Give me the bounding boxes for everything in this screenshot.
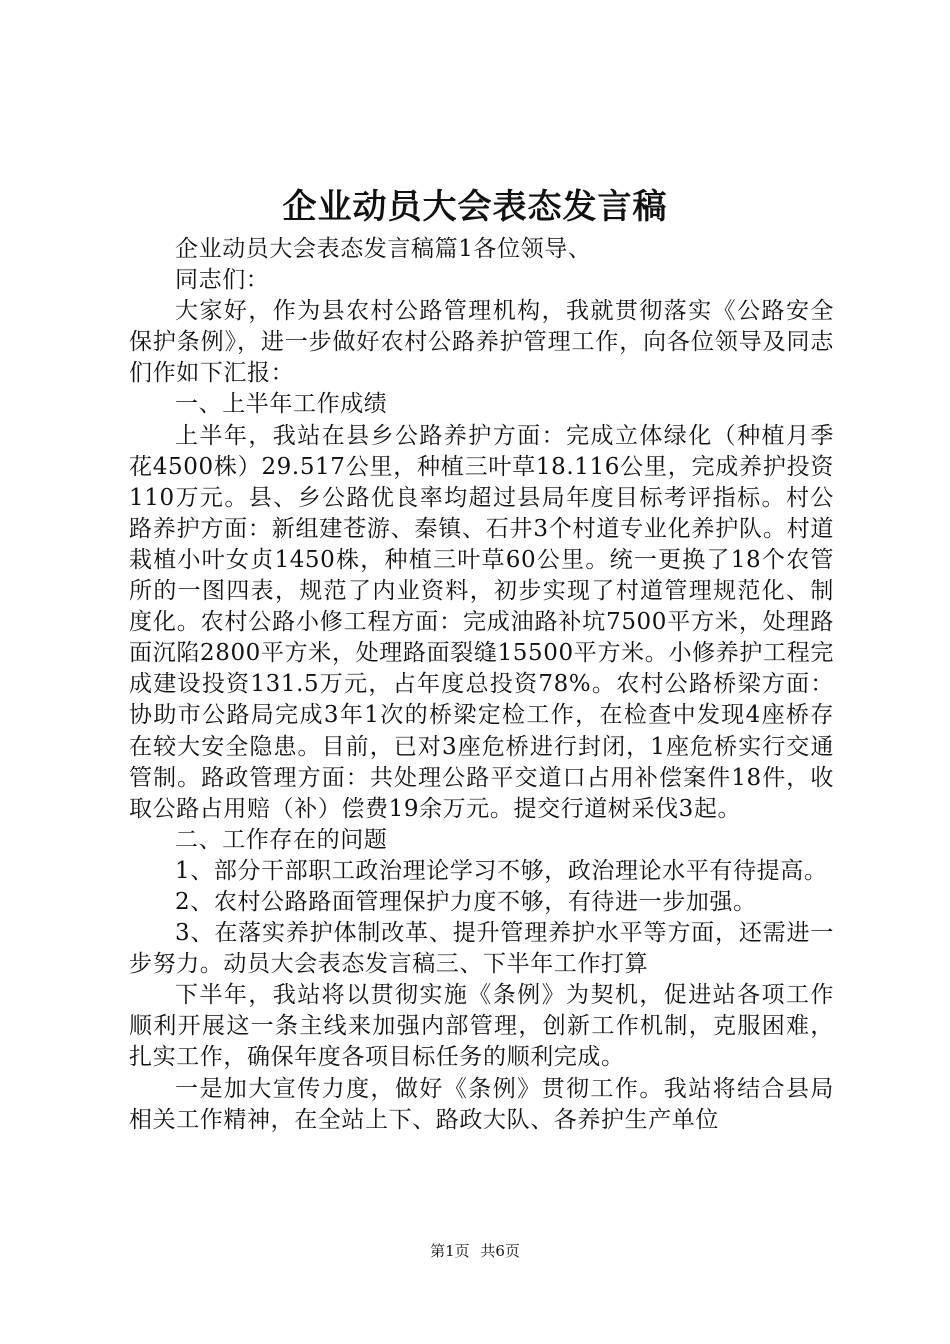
section-heading: 一、上半年工作成绩 bbox=[175, 391, 388, 418]
document-title: 企业动员大会表态发言稿 bbox=[282, 187, 668, 227]
paragraph: 1、部分干部职工政治理论学习不够，政治理论水平有待提高。 bbox=[175, 857, 828, 884]
page-footer bbox=[0, 1241, 950, 1261]
paragraph: 3、在落实养护体制改革、提升管理养护水平等方面，还需进一步努力。动员大会表态发言稿三、下半年工作打算 bbox=[129, 920, 834, 978]
document-body bbox=[129, 234, 834, 1136]
page-number: 第1页 bbox=[430, 1242, 470, 1260]
page-total: 共6页 bbox=[480, 1242, 520, 1260]
section-heading: 二、工作存在的问题 bbox=[175, 826, 388, 853]
paragraph: 大家好，作为县农村公路管理机构，我就贯彻落实《公路安全保护条例》，进一步做好农村公路养护管理工作，向各位领导及同志们作如下汇报： bbox=[129, 298, 834, 387]
paragraph: 2、农村公路路面管理保护力度不够，有待进一步加强。 bbox=[175, 888, 757, 915]
paragraph: 下半年，我站将以贯彻实施《条例》为契机，促进站各项工作顺利开展这一条主线来加强内部管理，创新工作机制，克服困难，扎实工作，确保年度各项目标任务的顺利完成。 bbox=[129, 982, 834, 1071]
paragraph: 上半年，我站在县乡公路养护方面：完成立体绿化（种植月季花4500株）29.517公里，种植三叶草18.116公里，完成养护投资110万元。县、乡公路优良率均超过县局年度目标考评指标。村公路养护方面：新组建苍游、秦镇、石井3个村道专业化养护队。村道栽植小叶女贞1450株，种植三叶草60公里。统一更换了18个农管所的一图四表，规范了内业资料，初步实现了村道管理规范化、制度化。农村公路小修工程方面：完成油路补坑7500平方米，处理路面沉陷2800平方米，处理路面裂缝15500平方米。小修养护工程完成建设投资131.5万元，占年度总投资78%。农村公路桥梁方面：协助市公路局完成3年1次的桥梁定检工作，在检查中发现4座桥存在较大安全隐患。目前，已对3座危桥进行封闭，1座危桥实行交通管制。路政管理方面：共处理公路平交道口占用补偿案件18件，收取公路占用赔（补）偿费19余万元。提交行道树采伐3起。 bbox=[129, 422, 834, 822]
paragraph: 同志们： bbox=[175, 267, 270, 294]
paragraph: 企业动员大会表态发言稿篇1各位领导、 bbox=[175, 236, 592, 262]
paragraph: 一是加大宣传力度，做好《条例》贯彻工作。我站将结合县局相关工作精神，在全站上下、路政大队、各养护生产单位 bbox=[129, 1075, 834, 1133]
